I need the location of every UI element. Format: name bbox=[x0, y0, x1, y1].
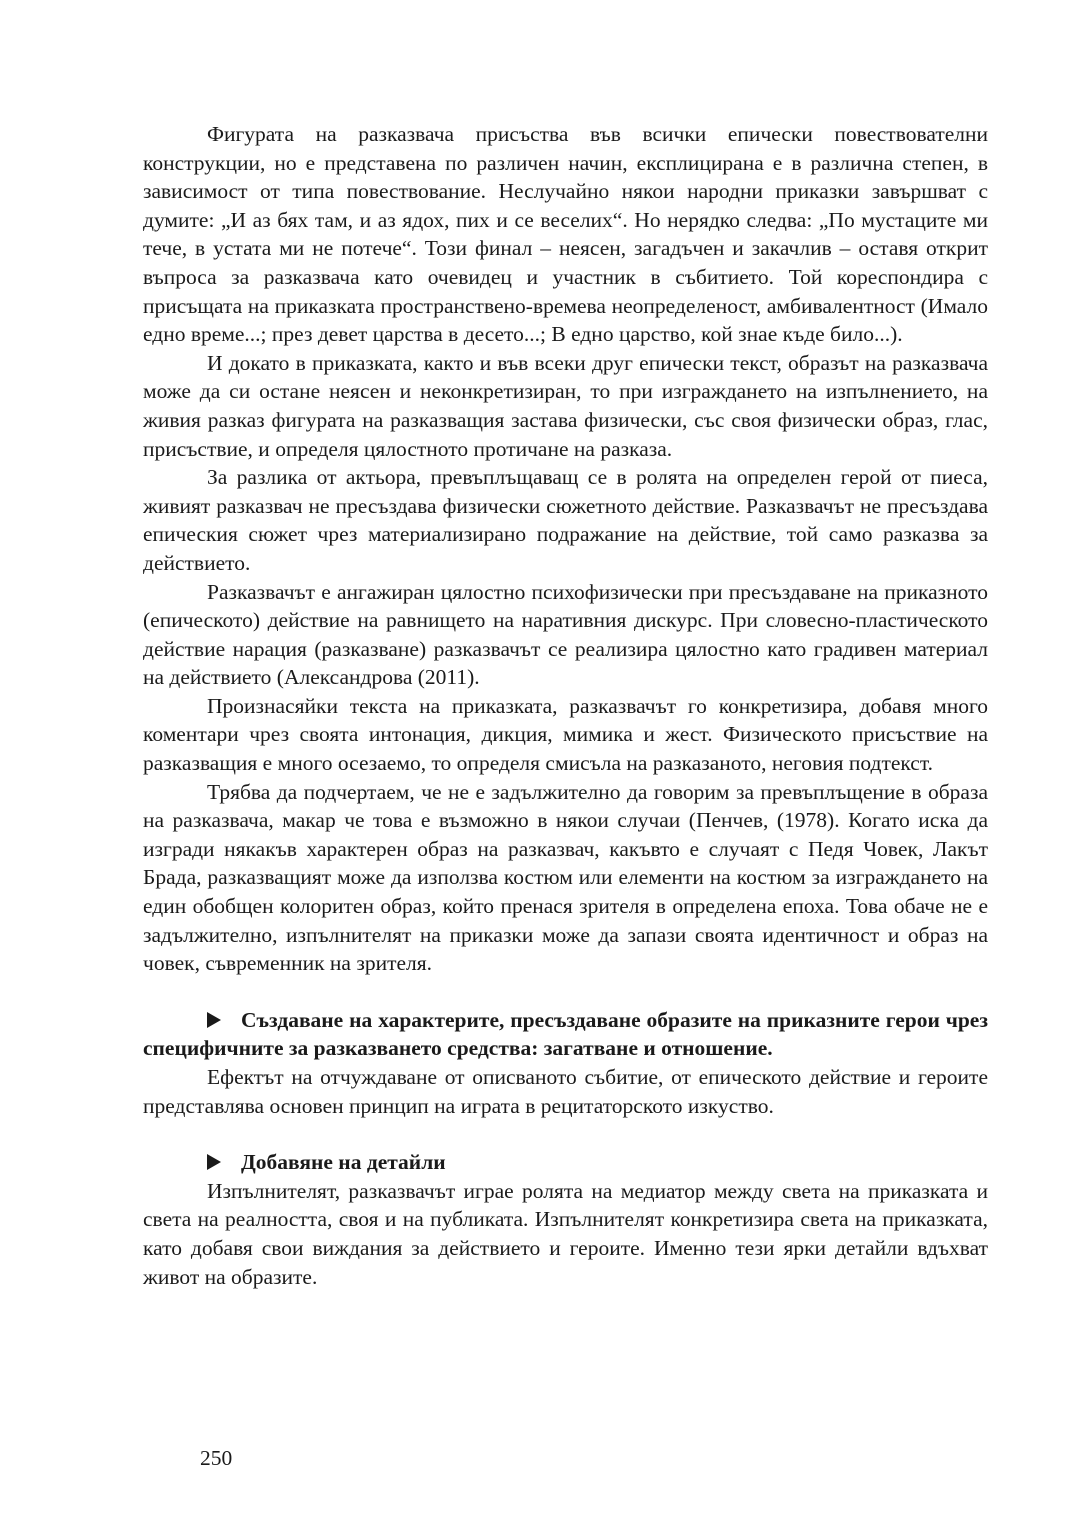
paragraph-6: Трябва да подчертаем, че не е задължително да говорим за превъплъщение в образа на разказвача, макар че това е възможно в някои случаи (Пенчев, (1978). Когато иска да изгради някакъв характерен образ на разказвач, какъвто е случаят с Педя Човек, Лакът Брада, разказващият може да използва костюм или елементи на костюм за изграждането на един обобщен колоритен образ, който пренася зрителя в определена епоха. Това обаче не е задължително, изпълнителят на приказки може да запази своята идентичност и образ на човек, съвременник на зрителя. bbox=[143, 779, 988, 976]
paragraph-3: За разлика от актьора, превъплъщаващ се в ролята на определен герой от пиеса, живият разказвач не пресъздава физически сюжетното действие. Разказвачът не пресъздава епическия сюжет чрез материализирано подражание на действие, той само разказва за действието. bbox=[143, 465, 988, 575]
triangle-right-icon bbox=[207, 1154, 221, 1170]
paragraph-2: И докато в приказката, както и във всеки друг епически текст, образът на разказвача може да си остане неясен и неконкретизиран, то при изграждането на изпълнението, на живия разказ фигурата на разказващия застава физически, със своя физически образ, глас, присъствие, и определя цялостното протичане на разказа. bbox=[143, 350, 988, 461]
section-paragraph: Ефектът на отчуждаване от описваното събитие, от епическото действие и героите представлява основен принцип на играта в рецитаторското изкуство. bbox=[143, 1065, 988, 1118]
section-details bbox=[143, 1148, 988, 1291]
section-characters bbox=[143, 1006, 988, 1120]
paragraph-4: Разказвачът е ангажиран цялостно психофизически при пресъздаване на приказното (епическото) действие на равнището на наративния дискурс. При словесно-пластическото действие нарация (разказване) разказвачът се реализира цялостно като градивен материал на действието (Александрова (2011). bbox=[143, 579, 988, 690]
section-heading-text: Създаване на характерите, пресъздаване образите на приказните герои чрез специфичните за разказването средства: загатване и отношение. bbox=[143, 1007, 988, 1061]
section-heading bbox=[143, 1148, 988, 1177]
page-body bbox=[143, 120, 988, 1291]
page-number: 250 bbox=[200, 1446, 233, 1470]
section-heading-text: Добавяне на детайли bbox=[241, 1150, 446, 1175]
section-heading bbox=[143, 1006, 988, 1063]
section-paragraph: Изпълнителят, разказвачът играе ролята на медиатор между света на приказката и света на реалността, своя и на публиката. Изпълнителят конкретизира света на приказката, като добавя свои виждания за действието и героите. Именно тези ярки детайли вдъхват живот на образите. bbox=[143, 1178, 988, 1289]
paragraph-1: Фигурата на разказвача присъства във всички епически повествователни конструкции, но е представена по различен начин, експлицирана е в различна степен, в зависимост от типа повествование. Неслучайно някои народни приказки завършват с думите: „И аз бях там, и аз ядох, пих и се веселих“. Но нерядко следва: „По мустаците ми тече, в устата ми не потече“. Този финал – неясен, загадъчен и закачлив – оставя открит въпроса за разказвача като очевидец и участник в събитието. Той кореспондира с присъщата на приказката пространствено-времева неопределеност, амбивалентност (Имало едно време...; през девет царства в десето...; В едно царство, кой знае къде било...). bbox=[143, 122, 988, 347]
paragraph-5: Произнасяйки текста на приказката, разказвачът го конкретизира, добавя много коментари чрез своята интонация, дикция, мимика и жест. Физическото присъствие на разказващия е много осезаемо, то определя смисъла на разказаното, неговия подтекст. bbox=[143, 693, 988, 776]
triangle-right-icon bbox=[207, 1012, 221, 1028]
